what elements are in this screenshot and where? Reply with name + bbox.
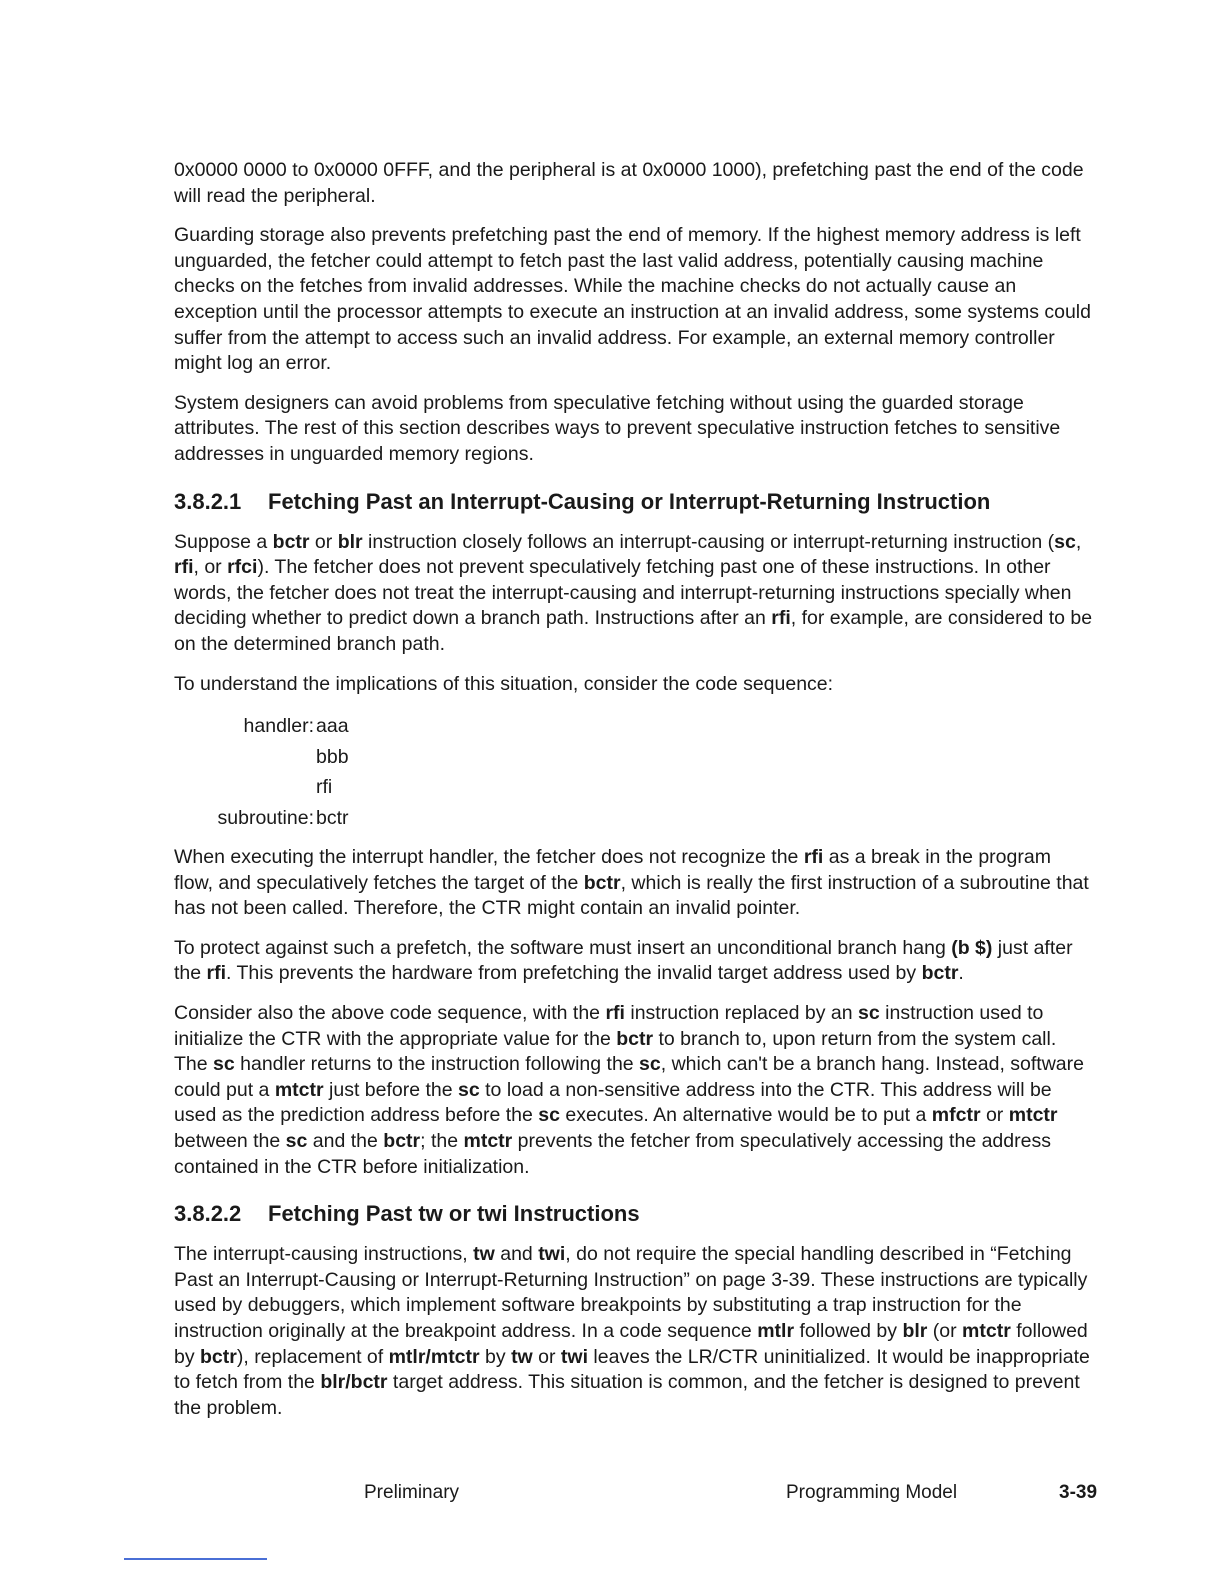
paragraph-understand-implications (174, 672, 1094, 698)
bold-instruction: sc (858, 1002, 880, 1025)
text-run: followed by (174, 1320, 1088, 1368)
bold-instruction: rfi (206, 962, 227, 985)
text-run: by (479, 1345, 512, 1368)
code-line (174, 772, 1094, 803)
bold-instruction: blr (902, 1320, 928, 1342)
text-run: target address. This situation is common, and the fetcher is designed to prevent the problem. (174, 1371, 1080, 1419)
bold-instruction: sc (285, 1130, 308, 1153)
paragraph-intro-continued (174, 158, 1094, 209)
text-run: ). The fetcher does not prevent speculatively fetching past one of these instructions. In other words, the fetcher does not treat the interrupt-causing and interrupt-returning instructions specially when deciding whether to predict down a branch path. Instructions after an (174, 556, 1072, 630)
section-number: 3.8.2.2 (174, 1201, 242, 1227)
footer-section-title: Programming Model (786, 1482, 958, 1503)
text-run: or (309, 530, 338, 553)
bold-instruction: sc (538, 1104, 560, 1127)
text-run: The interrupt-causing instructions, (174, 1243, 474, 1266)
section-number: 3.8.2.1 (174, 488, 242, 514)
bold-instruction: rfi (803, 846, 824, 869)
bold-instruction: bctr (272, 530, 310, 553)
text-run: ; the (420, 1130, 464, 1153)
text-run: , or (193, 556, 228, 579)
text-run: Suppose a (174, 530, 273, 553)
text-run: just before the (323, 1078, 459, 1101)
bold-instruction: blr (337, 530, 363, 553)
text-run: as a break in the program flow, and speculatively fetches the target of the (174, 846, 1051, 894)
section-title: Fetching Past tw or twi Instructions (268, 1201, 640, 1227)
text-run: handler returns to the instruction following the (234, 1053, 640, 1076)
paragraph-consider-also (174, 1001, 1094, 1180)
code-instruction: rfi (316, 776, 333, 799)
bold-instruction: mtctr (274, 1078, 324, 1101)
text-run: prevents the fetcher from speculatively accessing the address contained in the CTR before initialization. (174, 1130, 1051, 1178)
code-instruction: aaa (316, 715, 349, 738)
text-run: , do not require the special handling described in “Fetching Past an Interrupt-Causing or Interrupt-Returning Instruction” on page 3-39. These instructions are typically used by debuggers, which implement software breakpoints by substituting a trap instruction for the instruction originally at the breakpoint address. In a code sequence (174, 1243, 1088, 1342)
bold-instruction: bctr (383, 1130, 421, 1153)
text-run: and the (307, 1130, 384, 1153)
bold-instruction: mtlr/mtctr (388, 1345, 480, 1368)
bold-instruction: bctr (616, 1027, 654, 1050)
bold-instruction: bctr (583, 871, 621, 894)
bold-instruction: sc (458, 1078, 480, 1101)
paragraph-suppose-bctr (174, 530, 1094, 658)
text-run: executes. An alternative would be to put a (559, 1104, 932, 1127)
text-run: System designers can avoid problems from speculative fetching without using the guarded storage attributes. The rest of this section describes ways to prevent speculative instruction fetches to sensitive addresses in unguarded memory regions. (174, 391, 1061, 465)
bold-instruction: tw (473, 1243, 495, 1266)
bold-instruction: rfci (227, 556, 258, 579)
section-heading-3-8-2-1 (174, 488, 1094, 516)
text-run: 0x0000 0000 to 0x0000 0FFF, and the peripheral is at 0x0000 1000), prefetching past the end of the code will read the peripheral. (174, 159, 1084, 207)
text-run: (or (927, 1320, 963, 1342)
text-run: . This prevents the hardware from prefetching the invalid target address used by (226, 962, 922, 985)
text-run: When executing the interrupt handler, the fetcher does not recognize the (174, 846, 804, 869)
text-run: instruction used to initialize the CTR with the appropriate value for the (174, 1002, 1044, 1050)
bold-instruction: rfi (174, 556, 194, 579)
code-label: handler: (243, 715, 314, 738)
text-run: instruction closely follows an interrupt-causing or interrupt-returning instruction ( (362, 530, 1055, 553)
section-heading-3-8-2-2 (174, 1200, 1094, 1228)
bold-instruction: mtlr (757, 1320, 795, 1342)
bold-instruction: mtctr (1008, 1104, 1058, 1127)
text-run: , which can't be a branch hang. Instead, software could put a (174, 1053, 1084, 1101)
bold-instruction: mtctr (962, 1320, 1011, 1342)
bold-instruction: mtctr (463, 1130, 513, 1153)
text-run: or (532, 1345, 561, 1368)
text-run: or (980, 1104, 1009, 1127)
text-run: , which is really the first instruction of a subroutine that has not been called. Therefore, the CTR might contain an invalid pointer. (174, 871, 1089, 920)
text-run: Consider also the above code sequence, with the (174, 1002, 606, 1025)
bold-instruction: blr/bctr (320, 1371, 388, 1394)
code-instruction: bctr (316, 806, 349, 829)
text-run: instruction replaced by an (624, 1002, 859, 1025)
footer-status: Preliminary (364, 1482, 460, 1503)
bold-instruction: twi (560, 1345, 589, 1368)
text-run: To understand the implications of this situation, consider the code sequence: (174, 672, 834, 695)
bold-instruction: mfctr (931, 1104, 981, 1127)
bold-instruction: sc (639, 1053, 661, 1076)
paragraph-interrupt-causing-tw (174, 1242, 1094, 1421)
paragraph-protect-prefetch (174, 936, 1094, 987)
bold-instruction: (b $) (951, 936, 993, 959)
text-run: and (494, 1243, 539, 1266)
bold-instruction: sc (213, 1053, 235, 1076)
bold-instruction: bctr (200, 1345, 237, 1368)
code-line (174, 711, 1094, 742)
paragraph-executing-handler (174, 845, 1094, 922)
text-run: ), replacement of (236, 1345, 389, 1368)
text-run: just after the (174, 936, 1073, 985)
paragraph-system-designers (174, 391, 1094, 468)
section-title: Fetching Past an Interrupt-Causing or Interrupt-Returning Instruction (268, 488, 991, 514)
text-run: To protect against such a prefetch, the software must insert an unconditional branch hang (174, 936, 952, 959)
code-sequence (174, 711, 1094, 833)
code-instruction: bbb (316, 745, 349, 768)
text-run: . (958, 962, 964, 985)
footer-page-number: 3-39 (1059, 1482, 1098, 1503)
text-run: Guarding storage also prevents prefetching past the end of memory. If the highest memory address is left unguarded, the fetcher could attempt to fetch past the last valid address, potentially causing machine checks on the fetches from invalid addresses. While the machine checks do not actually cause an exception until the processor attempts to execute an instruction at an invalid address, some systems could suffer from the attempt to access such an invalid address. For example, an external memory controller might log an error. (174, 224, 1091, 375)
paragraph-guarding-storage (174, 223, 1094, 377)
bold-instruction: twi (538, 1243, 566, 1266)
bold-instruction: rfi (771, 607, 791, 630)
code-label: subroutine: (217, 806, 314, 829)
code-line (174, 803, 1094, 834)
text-run: , for example, are considered to be on the determined branch path. (174, 607, 1093, 655)
text-run: followed by (794, 1320, 903, 1342)
bold-instruction: rfi (605, 1002, 625, 1025)
code-label (174, 772, 316, 803)
scan-edge-mark (124, 1558, 267, 1560)
bold-instruction: tw (511, 1345, 533, 1368)
bold-instruction: sc (1054, 530, 1076, 553)
text-run: to branch to, upon return from the system call. The (174, 1027, 1057, 1076)
code-label (174, 742, 316, 773)
text-run: , (1075, 530, 1082, 553)
code-line (174, 742, 1094, 773)
text-run: leaves the LR/CTR uninitialized. It would be inappropriate to fetch from the (174, 1345, 1090, 1394)
text-run: to load a non-sensitive address into the CTR. This address will be used as the prediction address before the (174, 1078, 1052, 1127)
text-run: between the (174, 1130, 286, 1153)
page-body (174, 158, 1094, 1435)
bold-instruction: bctr (921, 962, 959, 985)
